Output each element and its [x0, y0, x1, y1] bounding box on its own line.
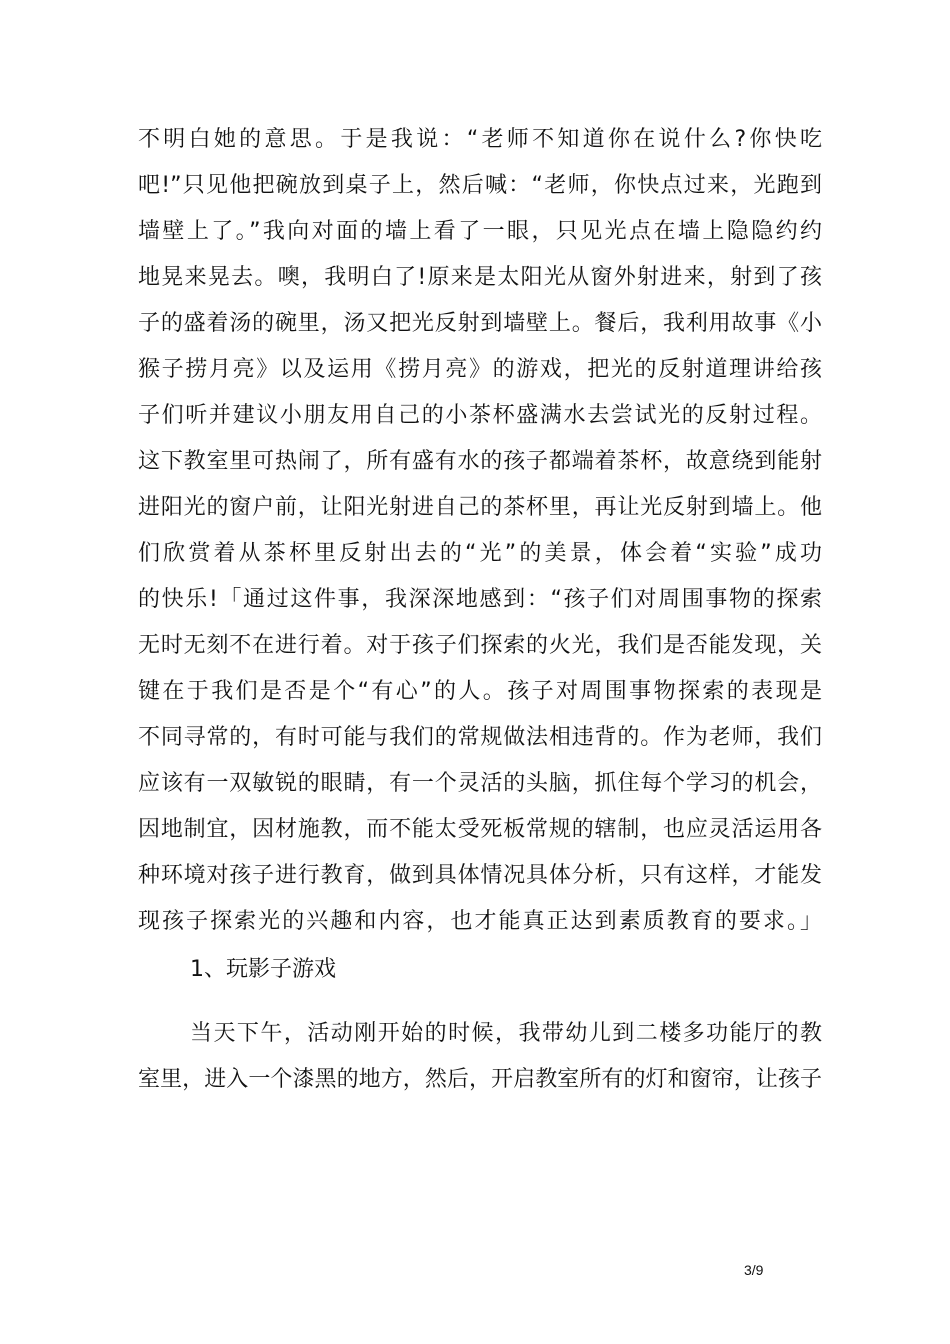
text-line: 子的盛着汤的碗里，汤又把光反射到墙壁上。餐后，我利用故事《小 [138, 311, 822, 336]
section-heading: 1、玩影子游戏 [190, 957, 336, 982]
text-line: 们欣赏着从茶杯里反射出去的“光”的美景，体会着“实验”成功 [138, 541, 822, 566]
text-line: 无时无刻不在进行着。对于孩子们探索的火光，我们是否能发现，关 [138, 633, 822, 658]
text-line: 进阳光的窗户前，让阳光射进自己的茶杯里，再让光反射到墙上。他 [138, 495, 822, 520]
page-number: 3/9 [744, 1262, 764, 1278]
text-line: 种环境对孩子进行教育，做到具体情况具体分析，只有这样，才能发 [138, 863, 822, 888]
text-line: 墙壁上了。”我向对面的墙上看了一眼，只见光点在墙上隐隐约约 [138, 219, 822, 244]
text-line: 不明白她的意思。于是我说：“老师不知道你在说什么?你快吃 [138, 127, 822, 152]
text-line: 室里，进入一个漆黑的地方，然后，开启教室所有的灯和窗帘，让孩子 [138, 1067, 822, 1092]
text-line: 不同寻常的，有时可能与我们的常规做法相违背的。作为老师，我们 [138, 725, 822, 750]
paragraph-first-line: 当天下午，活动刚开始的时候，我带幼儿到二楼多功能厅的教 [190, 1021, 822, 1046]
text-line: 的快乐!「通过这件事，我深深地感到：“孩子们对周围事物的探索 [138, 587, 822, 612]
text-line: 现孩子探索光的兴趣和内容，也才能真正达到素质教育的要求。」 [138, 909, 822, 934]
text-line: 这下教室里可热闹了，所有盛有水的孩子都端着茶杯，故意绕到能射 [138, 449, 822, 474]
text-line: 吧!”只见他把碗放到桌子上，然后喊：“老师，你快点过来，光跑到 [138, 173, 822, 198]
text-line: 因地制宜，因材施教，而不能太受死板常规的辖制，也应灵活运用各 [138, 817, 822, 842]
text-line: 地晃来晃去。噢，我明白了!原来是太阳光从窗外射进来，射到了孩 [138, 265, 822, 290]
text-line: 猴子捞月亮》以及运用《捞月亮》的游戏，把光的反射道理讲给孩 [138, 357, 822, 382]
text-line: 应该有一双敏锐的眼睛，有一个灵活的头脑，抓住每个学习的机会， [138, 771, 822, 796]
text-line: 键在于我们是否是个“有心”的人。孩子对周围事物探索的表现是 [138, 679, 822, 704]
text-line: 子们听并建议小朋友用自己的小茶杯盛满水去尝试光的反射过程。 [138, 403, 822, 428]
